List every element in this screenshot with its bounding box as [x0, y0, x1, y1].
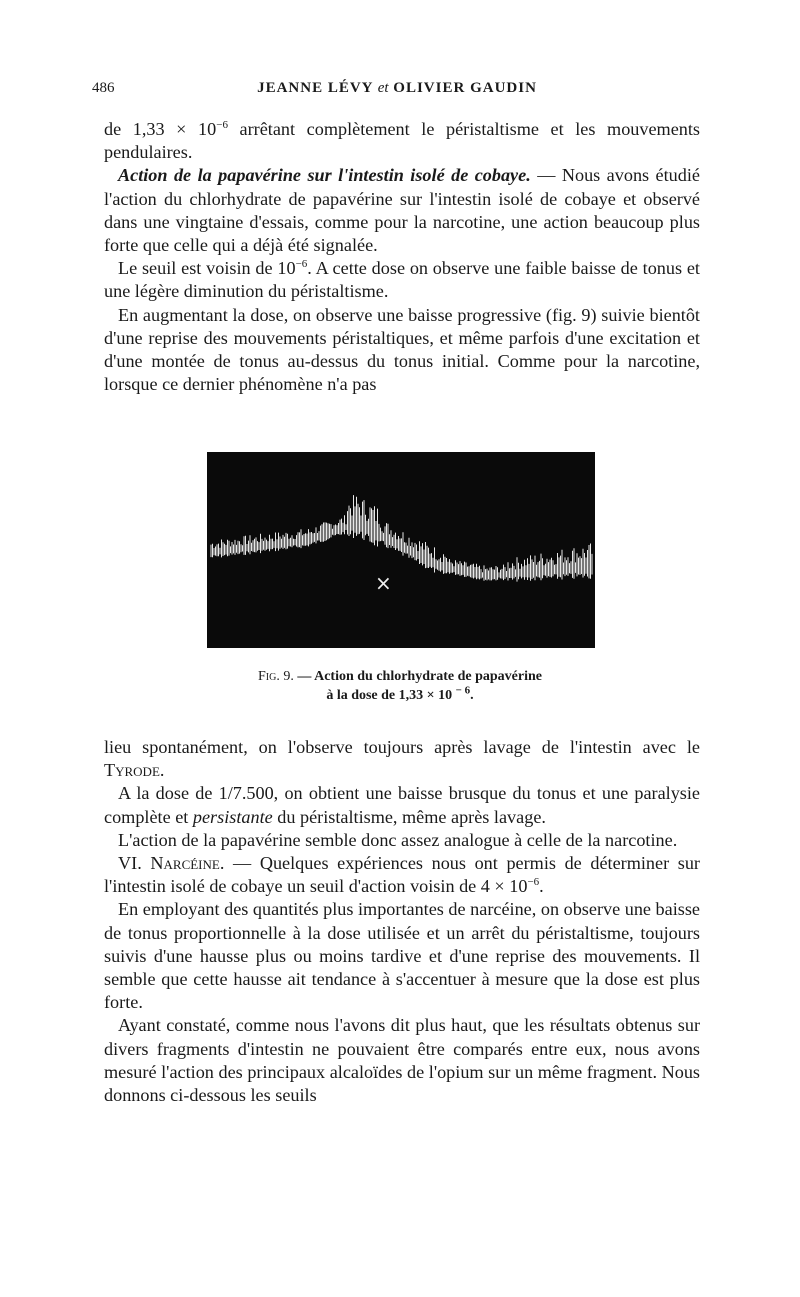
- figure-label: Fig. 9.: [258, 669, 294, 684]
- caption-line-1: Fig. 9. — Action du chlorhydrate de papavérine: [258, 669, 542, 684]
- paragraph-narceine-doses: En employant des quantités plus importantes de narcéine, on observe une baisse de tonus proportionnelle à la dose utilisée et un arrêt du péristaltisme, toujours suivis d'une hausse plus ou moins tardive et d'une reprise des mouvements. Il semble que cette hausse ait tendance à s'accentuer à mesure que la dose est plus forte.: [104, 899, 700, 1013]
- figure-caption: [200, 667, 600, 705]
- paragraph-spontaneous: lieu spontanément, on l'observe toujours après lavage de l'intestin avec le Tyrode.: [104, 737, 700, 781]
- conjunction: et: [377, 80, 389, 96]
- author-1: JEANNE LÉVY: [257, 80, 373, 96]
- paragraph-1: de $1,33 \times 10^{-6}$ arrêtant complètement le péristaltisme et les mouvements pendulaires.: [104, 118, 700, 163]
- author-2: OLIVIER GAUDIN: [393, 80, 537, 96]
- page-number: 486: [92, 80, 115, 96]
- body-text-bottom: [104, 736, 700, 1107]
- paragraph-opium-alkaloids: Ayant constaté, comme nous l'avons dit plus haut, que les résultats obtenus sur divers fragments d'intestin ne pouvaient être comparés entre eux, nous avons mesuré l'action des principaux alcaloïdes de l'opium sur un même fragment. Nous donnons ci-dessous les seuils: [104, 1015, 700, 1106]
- paragraph-papaverine: Action de la papavérine sur l'intestin isolé de cobaye. — Nous avons étudié l'action du chlorhydrate de papavérine sur l'intestin isolé de cobaye et observé dans une vingtaine d'essais, comme pour la narcotine, une action beaucoup plus forte que celle qui a déjà été signalée.: [104, 165, 700, 256]
- paragraph-analogy: L'action de la papavérine semble donc assez analogue à celle de la narcotine.: [118, 829, 678, 850]
- caption-line-2: à la dose de 1,33 × 10 $^{- 6}$.: [326, 684, 474, 703]
- paragraph-dose-increase: En augmentant la dose, on observe une baisse progressive (fig. 9) suivie bientôt d'une reprise des mouvements péristaltiques, et même parfois d'une excitation et d'une montée de tonus au-dessus du tonus initial. Comme pour la narcotine, lorsque ce dernier phénomène n'a pas: [104, 304, 700, 395]
- running-header: [92, 80, 702, 102]
- figure-9-kymograph: [207, 452, 595, 648]
- running-title: [92, 80, 702, 97]
- injection-marker: ×: [375, 571, 392, 595]
- paragraph-high-dose: A la dose de 1/7.500, on obtient une baisse brusque du tonus et une paralysie complète et persistante du péristaltisme, même après lavage.: [104, 783, 700, 827]
- paragraph-threshold: Le seuil est voisin de $10^{-6}$. A cette dose on observe une faible baisse de tonus et une légère diminution du péristaltisme.: [104, 258, 700, 302]
- section-title-papaverine: Action de la papavérine sur l'intestin isolé de cobaye.: [118, 165, 531, 186]
- paragraph-narceine: VI. Narcéine. — Quelques expériences nous ont permis de déterminer sur l'intestin isolé de cobaye un seuil d'action voisin de $4 \times 10^{-6}$.: [104, 853, 700, 897]
- section-title-narceine: Narcéine: [150, 853, 220, 874]
- kymograph-trace: [207, 452, 595, 648]
- body-text-top: [104, 118, 700, 396]
